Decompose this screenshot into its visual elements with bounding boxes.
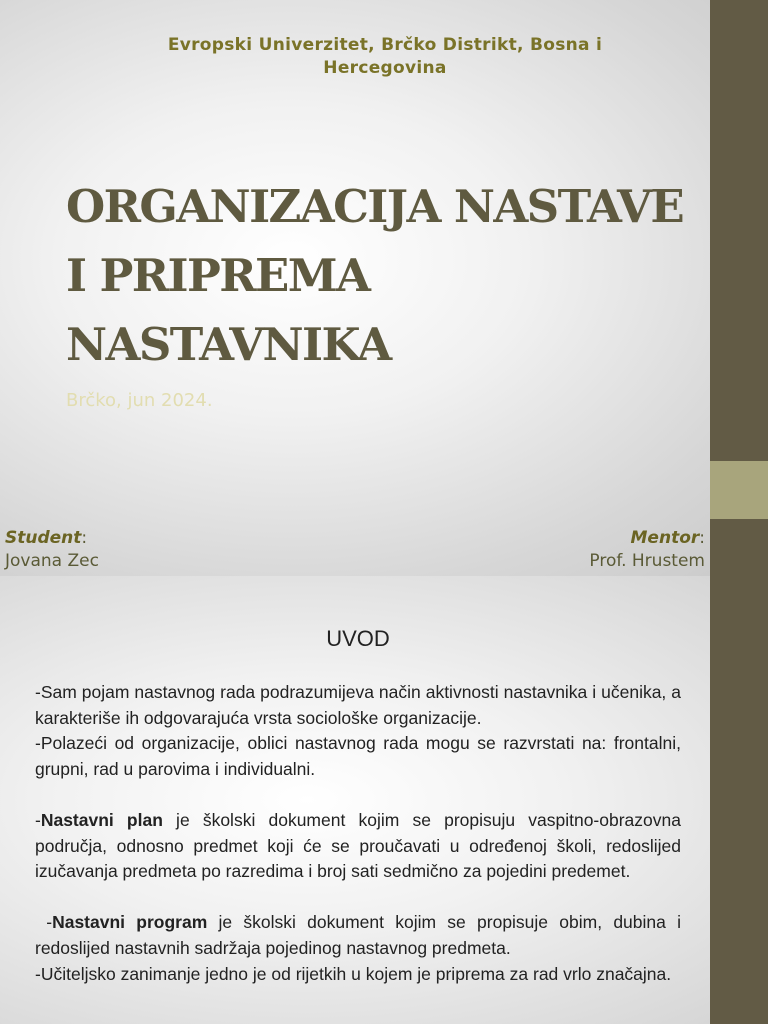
student-name: Jovana Zec bbox=[5, 551, 99, 571]
term-program: Nastavni program bbox=[52, 912, 208, 933]
term-curriculum: Nastavni plan bbox=[40, 809, 163, 830]
intro-slide bbox=[0, 576, 768, 1024]
paragraph-work-forms: -Polazeći od organizacije, oblici nastavnog rada mogu se razvrstati na: frontalni, grupni, rad u parovima i individualni. bbox=[35, 733, 681, 779]
student-label: Student bbox=[5, 528, 82, 548]
mentor-block: Mentor: Prof. Hrustem bbox=[589, 528, 705, 571]
student-block: Student: Jovana Zec bbox=[5, 528, 99, 571]
sidebar-accent-block bbox=[710, 461, 768, 519]
intro-heading: UVOD bbox=[326, 626, 390, 651]
presentation-date: Brčko, jun 2024. bbox=[66, 390, 213, 411]
paragraph-program: -Nastavni program je školski dokument kojim se propisuje obim, dubina i redoslijed nastavnih sadržaja pojedinog nastavnog predmeta. bbox=[35, 912, 682, 958]
paragraph-preparation: -Učiteljsko zanimanje jedno je od rijetkih u kojem je priprema za rad vrlo značajna. bbox=[35, 963, 672, 984]
title-line-3: NASTAVNIKA bbox=[66, 318, 391, 371]
presentation-title bbox=[66, 172, 706, 379]
paragraph-teaching-work: -Sam pojam nastavnog rada podrazumijeva način aktivnosti nastavnika i učenika, a karakteriše ih odgovarajuća vrsta sociološke organizacije. bbox=[35, 682, 681, 728]
mentor-name: Prof. Hrustem bbox=[589, 551, 705, 571]
intro-body bbox=[35, 680, 681, 987]
sidebar-bar bbox=[710, 576, 768, 1024]
title-line-1: ORGANIZACIJA NASTAVE bbox=[66, 180, 684, 233]
mentor-label: Mentor bbox=[630, 528, 700, 548]
program-definition: je školski dokument kojim se propisuje obim, dubina i redoslijed nastavnih sadržaja pojedinog nastavnog predmeta. bbox=[35, 912, 682, 958]
curriculum-definition: je školski dokument kojim se propisuju vaspitno-obrazovna područja, odnosno predmet koji će se proučavati u određenoj školi, redoslijed izučavanja predmeta po razredima i broj sati sedmično za pojedini predemet. bbox=[35, 809, 681, 882]
university-name: Evropski Univerzitet, Brčko Distrikt, Bosna i Hercegovina bbox=[167, 35, 603, 78]
title-line-2: I PRIPREMA bbox=[66, 249, 370, 302]
paragraph-curriculum: -Nastavni plan je školski dokument kojim se propisuju vaspitno-obrazovna područja, odnosno predmet koji će se proučavati u određenoj školi, redoslijed izučavanja predmeta po razredima i broj sati sedmično za pojedini predemet. bbox=[35, 809, 681, 882]
